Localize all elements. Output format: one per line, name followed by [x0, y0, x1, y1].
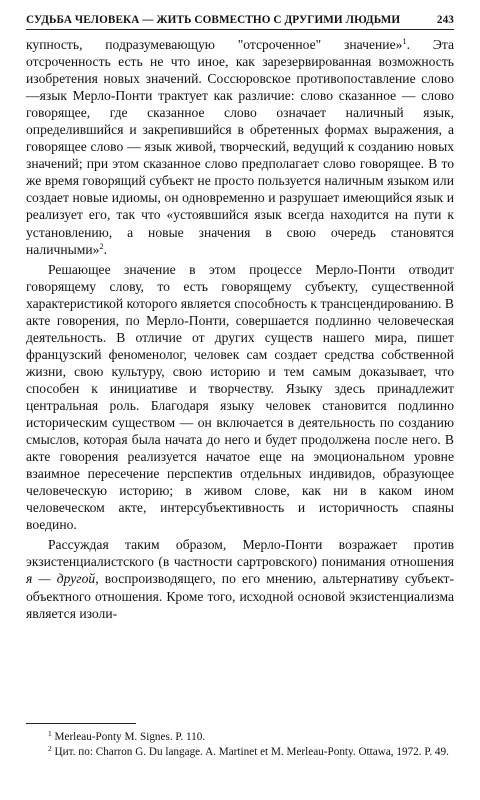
body-text [26, 36, 454, 622]
footnote-text: Merleau-Ponty M. Signes. P. 110. [54, 731, 206, 743]
footnote-mark: 2 [48, 744, 52, 753]
footnote-ref-1: 1 [402, 36, 407, 46]
italic-term: я — другой [26, 571, 96, 587]
running-head [26, 14, 454, 30]
paragraph-text: Рассуждая таким образом, Мерло-Понти возражает против экзистенциалистского (в частности сартровского) понимания отношения [26, 537, 454, 570]
footnote-1 [26, 730, 454, 745]
footnote-text: Цит. по: Charron G. Du langage. A. Martinet et M. Merleau-Ponty. Ottawa, 1972. P. 49. [54, 746, 449, 758]
paragraph-text: . Эта отсроченность есть не что иное, как зарезервированная возможность изобретения новых значений. Соссюровское противопоставление слово—язык Мерло-Понти трактует как различие: слово сказанное — слово говорящее, где сказанное слово означает наличный язык, определившийся и закрепившийся в обретенных формах выражения, а говорящее слово — язык живой, творческий, ведущий к созданию новых значений; при этом сказанное слово предполагает слово говорящее. В то же время говорящий субъект не просто пользуется наличным языком или создает новые идиомы, он одновременно и разрушает имеющийся язык и реализует его, так что «устоявшийся язык всегда находится на пути к установлению, а новые значения в свою очередь становятся наличными» [26, 37, 454, 257]
page-number: 243 [436, 14, 454, 26]
paragraph-1 [26, 36, 454, 258]
paragraph-2: Решающее значение в этом процессе Мерло-Понти отводит говорящему слову, то есть говорящему субъекту, существенной характеристикой которого является способность к трансцендированию. В акте говорения, по Мерло-Понти, совершается подлинно человеческая деятельность. В отличие от других существ нашего мира, пишет французский феноменолог, человек сам создает средства собственной жизни, свою культуру, свою историю и тем самым доказывает, что способен к инициативе и творчеству. Языку здесь принадлежит центральная роль. Благодаря языку человек становится подлинно историческим существом — он включается в деятельность по созданию смыслов, которая была начата до него и будет продолжена после него. В акте говорения реализуется начатое еще на эмоциональном уровне взаимное пересечение перспектив отдельных индивидов, образующее человеческую историю; в живом слове, как ни в каком ином человеческом акте, интерсубъективность и историчность спаяны воедино. [26, 261, 454, 533]
footnote-rule [26, 723, 136, 724]
footnote-ref-2: 2 [99, 240, 104, 251]
paragraph-text: , воспроизводящего, по его мнению, альтернативу субъект-объектного отношения. Кроме того, исходной основой экзистенциализма является изоли- [26, 571, 454, 621]
footnote-2 [26, 745, 454, 760]
footnote-mark: 1 [48, 729, 52, 738]
footnotes [26, 723, 454, 760]
paragraph-text: . [103, 241, 108, 257]
paragraph-text: купность, подразумевающую "отсроченное" значение» [26, 37, 403, 52]
running-head-title: СУДЬБА ЧЕЛОВЕКА — ЖИТЬ СОВМЕСТНО С ДРУГИМИ ЛЮДЬМИ [26, 14, 401, 26]
paragraph-3 [26, 536, 454, 621]
